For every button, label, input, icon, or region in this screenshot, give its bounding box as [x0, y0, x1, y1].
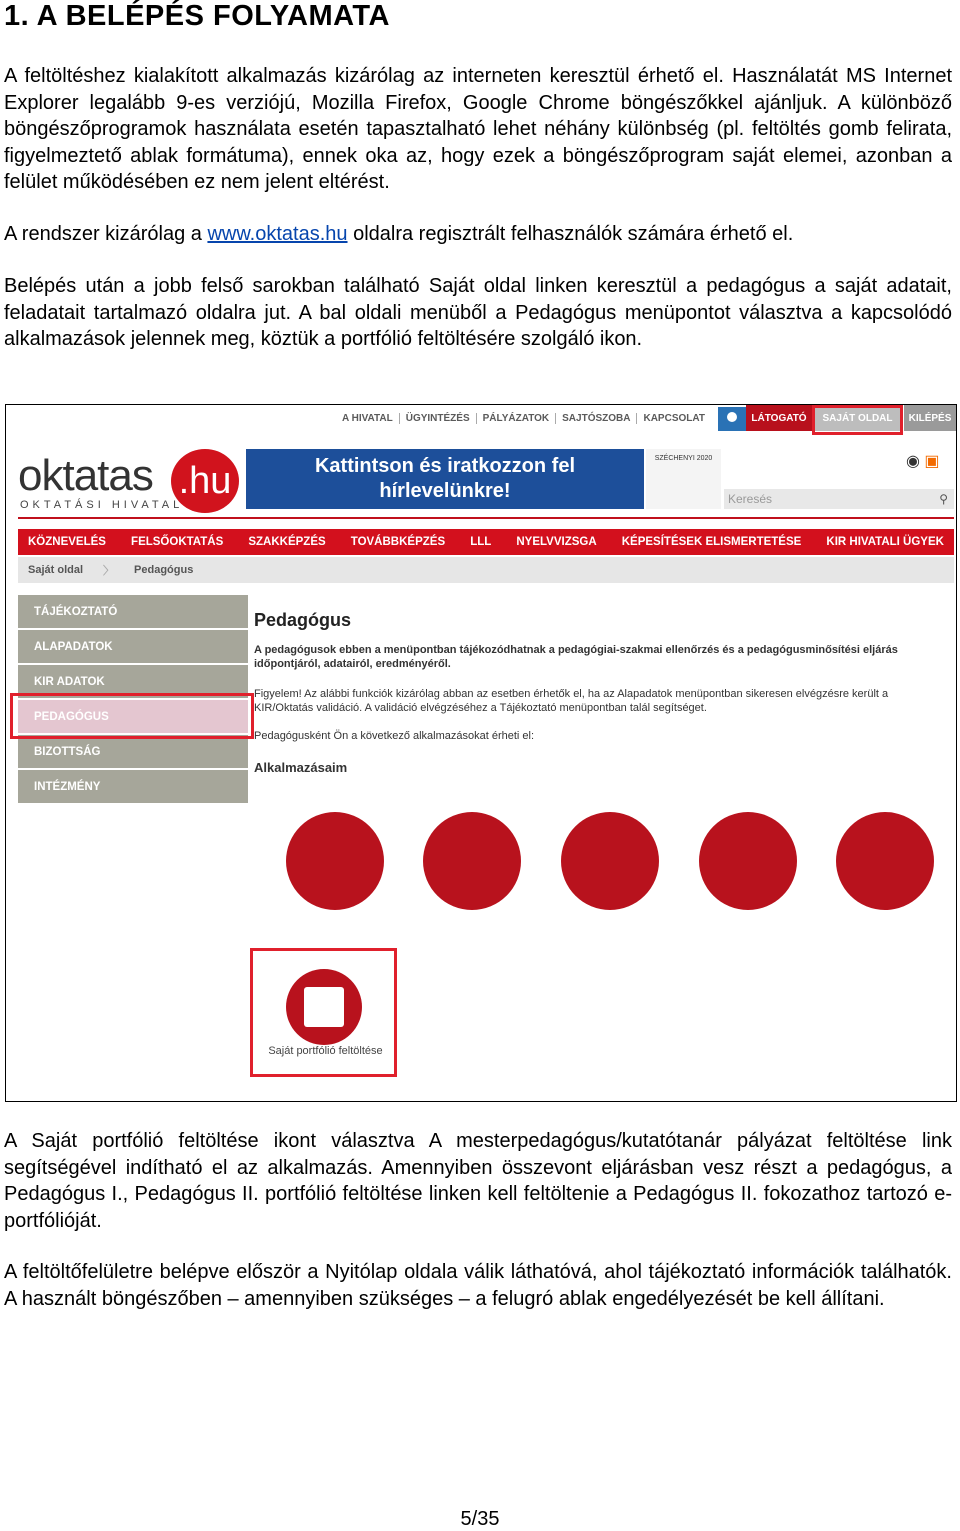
- content-intro: A pedagógusok ebben a menüpontban tájékozódhatnak a pedagógiai-szakmai ellenőrzés és a pedagógusminősítési eljárás időpontjáról, adatairól, eredményéről.: [254, 644, 898, 670]
- header-divider: [18, 517, 954, 519]
- paragraph-registration: [4, 221, 952, 248]
- side-item-intezmeny[interactable]: INTÉZMÉNY: [18, 770, 248, 803]
- side-item-bizottsag[interactable]: BIZOTTSÁG: [18, 735, 248, 768]
- nav-item[interactable]: LLL: [470, 536, 492, 548]
- breadcrumb-item[interactable]: Saját oldal: [28, 564, 84, 576]
- nav-item[interactable]: NYELVVIZSGA: [516, 536, 597, 548]
- content-area: [254, 610, 944, 775]
- paragraph-upload: A feltöltőfelületre belépve először a Nyitólap oldala válik láthatóvá, ahol tájékoztató információk találhatók. A használt böngészőben – amennyiben szükséges – a felugró ablak engedélyezését be kell állítani.: [4, 1261, 952, 1310]
- portfolio-upload-button[interactable]: [286, 969, 362, 1045]
- warning-text: Figyelem! Az alábbi funkciók kizárólag abban az esetben érhetők el, ha az Alapadatok menüpontban sikeresen elvégzésre került a KIR/Oktatás validáció. A validáció elvégzéséhez a Tájékoztató menüpontban talál segítséget.: [254, 688, 889, 714]
- search-placeholder: Keresés: [728, 492, 773, 506]
- newsletter-banner[interactable]: [246, 449, 644, 509]
- main-nav: [18, 529, 954, 555]
- breadcrumb: [18, 557, 954, 583]
- accessibility-icon[interactable]: ◉: [906, 453, 920, 470]
- paragraph-text: A rendszer kizárólag a: [4, 223, 208, 245]
- side-item-kir-adatok[interactable]: KIR ADATOK: [18, 665, 248, 698]
- kilepes-button[interactable]: KILÉPÉS: [904, 405, 956, 431]
- app-icon[interactable]: [561, 812, 659, 910]
- breadcrumb-item[interactable]: Pedagógus: [134, 564, 194, 576]
- logo[interactable]: oktatas: [18, 451, 153, 500]
- paragraph-browsers: A feltöltéshez kialakított alkalmazás kizárólag az interneten keresztül érhető el. Használatát MS Internet Explorer legalább 9-es verziójú, Mozilla Firefox, Google Chrome böngészőkkel ajánljuk. A különböző böngészőprogramok használata esetén tapasztalható lehet néhány különbség (pl. feltöltés gomb felirata, figyelmeztető ablak formátuma), ennek oka az, hogy ezek a böngészőprogram saját elemei, azonban a felület működésében ez nem jelent eltérést.: [4, 65, 952, 193]
- app-icon[interactable]: [286, 812, 384, 910]
- app-icon[interactable]: [423, 812, 521, 910]
- rss-icon[interactable]: ▣: [924, 453, 940, 470]
- side-item-alapadatok[interactable]: ALAPADATOK: [18, 630, 248, 663]
- paragraph-text: oldalra regisztrált felhasználók számára érhető el.: [347, 223, 794, 245]
- page-number: 5/35: [460, 1508, 500, 1530]
- website-screenshot: [5, 404, 957, 1102]
- search-icon[interactable]: ⚲: [939, 492, 948, 506]
- app-icon[interactable]: [836, 812, 934, 910]
- breadcrumb-separator-icon: 〉: [103, 565, 115, 577]
- nav-item[interactable]: FELSŐOKTATÁS: [131, 536, 224, 548]
- app-icon[interactable]: [699, 812, 797, 910]
- sajat-oldal-button[interactable]: SAJÁT OLDAL: [814, 405, 901, 431]
- apps-heading: Alkalmazásaim: [254, 760, 348, 775]
- banner-line: Kattintson és iratkozzon fel: [314, 455, 576, 477]
- nav-item[interactable]: TOVÁBBKÉPZÉS: [350, 536, 446, 548]
- top-link-kapcsolat[interactable]: KAPCSOLAT: [643, 412, 705, 424]
- content-title: Pedagógus: [254, 610, 352, 630]
- paragraph-login: Belépés után a jobb felső sarokban található Saját oldal linken keresztül a pedagógus a saját adatait, feladatait tartalmazó oldalra jut. A bal oldali menüből a Pedagógus menüpontot választva a kapcsolódó alkalmazások jelennek meg, köztük a portfólió feltöltésére szolgáló ikon.: [4, 275, 952, 350]
- highlight-sajat-oldal: [812, 405, 903, 435]
- eu-logos: SZÉCHENYI 2020: [646, 449, 721, 509]
- user-icon[interactable]: [718, 407, 746, 431]
- inbox-icon: [304, 987, 344, 1027]
- oktatas-link[interactable]: www.oktatas.hu: [207, 223, 348, 245]
- top-link-ugyintezes[interactable]: ÜGYINTÉZÉS: [400, 413, 477, 424]
- page-heading: 1. A BELÉPÉS FOLYAMATA: [4, 0, 390, 32]
- top-link-sajtoszoba[interactable]: SAJTÓSZOBA: [556, 413, 637, 424]
- nav-item[interactable]: KIR HIVATALI ÜGYEK: [826, 536, 944, 548]
- logo-hu: .hu: [171, 449, 239, 513]
- social-icons[interactable]: [906, 451, 940, 471]
- side-item-pedagogus[interactable]: PEDAGÓGUS: [18, 700, 248, 733]
- nav-item[interactable]: KÖZNEVELÉS: [28, 536, 106, 548]
- paragraph-portfolio: A Saját portfólió feltöltése ikont választva A mesterpedagógus/kutatótanár pályázat feltöltése link segítségével indítható el az alkalmazás. Amennyiben összevont eljárásban vesz részt a pedagógus, a Pedagógus I., Pedagógus II. portfólió feltöltése linken kell feltöltenie a Pedagógus II. fokozathoz tartozó e-portfólióját.: [4, 1130, 952, 1232]
- search-input[interactable]: [724, 489, 954, 509]
- banner-line: hírlevelünkre!: [379, 480, 511, 502]
- nav-item[interactable]: KÉPESÍTÉSEK ELISMERTETÉSE: [621, 536, 802, 548]
- side-item-tajekoztato[interactable]: TÁJÉKOZTATÓ: [18, 595, 248, 628]
- portfolio-label[interactable]: Saját portfólió feltöltése: [268, 1045, 383, 1057]
- apps-intro: Pedagógusként Ön a következő alkalmazásokat érheti el:: [254, 730, 535, 742]
- latogato-button[interactable]: LÁTOGATÓ: [746, 405, 812, 431]
- top-link-hivatal[interactable]: A HIVATAL: [336, 413, 400, 424]
- nav-item[interactable]: SZAKKÉPZÉS: [248, 536, 326, 548]
- top-link-palyazatok[interactable]: PÁLYÁZATOK: [477, 413, 557, 424]
- logo-subtitle: OKTATÁSI HIVATAL: [20, 499, 184, 511]
- top-links: [336, 405, 711, 431]
- highlight-pedagogus: [10, 693, 254, 739]
